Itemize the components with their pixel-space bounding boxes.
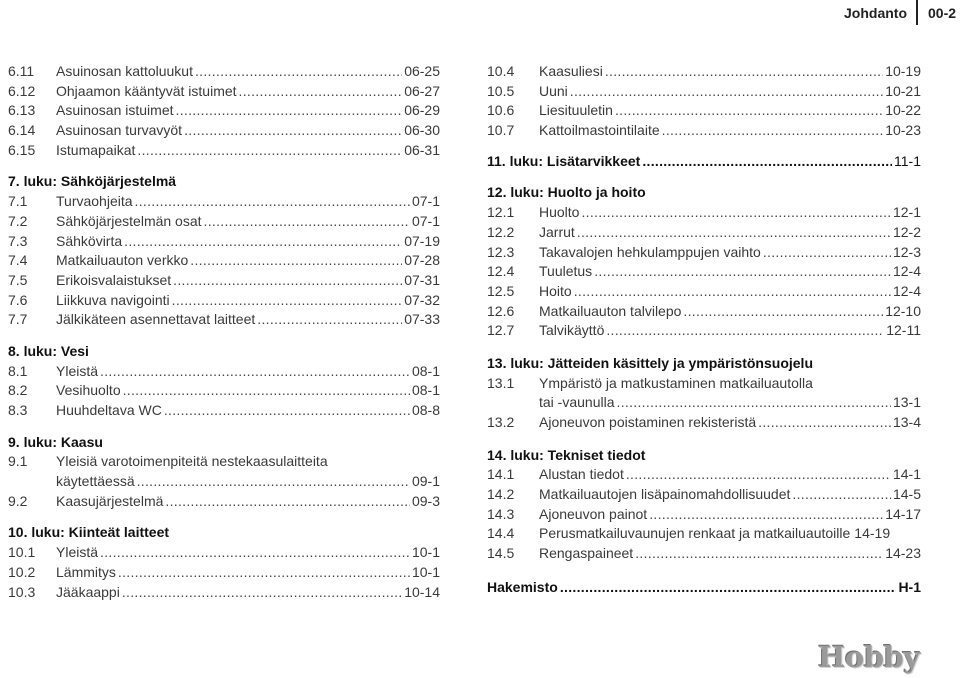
entry-number: 9.2 <box>8 492 28 509</box>
entry-number: 7.7 <box>8 311 28 328</box>
entry-page: 12-4 <box>892 263 921 280</box>
entry-number: 6.13 <box>8 102 36 119</box>
dot-leader <box>204 212 410 232</box>
entry-title: Kattoilmastointilaite <box>539 122 660 139</box>
dot-leader <box>560 578 897 598</box>
toc-entry[interactable] <box>8 82 440 102</box>
index-entry[interactable] <box>487 578 921 598</box>
toc-entry[interactable] <box>8 101 440 121</box>
entry-title: Matkailuauton talvilepo <box>539 302 682 319</box>
toc-entry[interactable] <box>487 82 921 102</box>
entry-number: 10.4 <box>487 63 515 79</box>
entry-page: 10-22 <box>885 102 921 119</box>
dot-leader <box>195 62 402 82</box>
entry-title: 11. luku: Lisätarvikkeet <box>487 152 641 169</box>
dot-leader <box>184 121 402 141</box>
entry-number: 10.3 <box>8 583 36 600</box>
toc-entry[interactable] <box>8 192 440 212</box>
toc-entry[interactable] <box>8 251 440 271</box>
entry-page: 13-4 <box>892 414 921 430</box>
entry-number: 7.2 <box>8 212 28 229</box>
dot-leader <box>122 583 402 603</box>
entry-page: 14-1 <box>892 466 921 483</box>
entry-page: 07-1 <box>411 193 440 210</box>
entry-page: 08-8 <box>411 402 440 418</box>
entry-page: 06-30 <box>404 122 440 139</box>
dot-leader <box>124 232 402 252</box>
toc-entry[interactable] <box>487 544 921 564</box>
entry-number: 6.12 <box>8 82 36 99</box>
hobby-logo: Hobby <box>818 640 920 674</box>
toc-entry[interactable] <box>487 243 921 263</box>
entry-number: 12.6 <box>487 302 515 319</box>
entry-page: 10-1 <box>411 563 440 580</box>
toc-entry[interactable] <box>487 302 921 322</box>
entry-page: 07-1 <box>411 212 440 229</box>
toc-entry[interactable] <box>487 282 921 302</box>
entry-page: 07-32 <box>404 291 440 308</box>
chapter-heading[interactable]: 13. luku: Jätteiden käsittely ja ympäristönsuojelu <box>487 354 813 371</box>
entry-number: 12.7 <box>487 322 515 339</box>
entry-number: 12.3 <box>487 243 515 260</box>
entry-title: Asuinosan istuimet <box>56 102 174 119</box>
entry-title: Huuhdeltava WC <box>56 402 162 418</box>
entry-title: Hakemisto <box>487 578 558 595</box>
entry-title: Turvaohjeita <box>56 193 133 210</box>
entry-title: Ajoneuvon painot <box>539 505 648 522</box>
toc-entry[interactable] <box>8 121 440 141</box>
entry-page: 07-19 <box>404 232 440 249</box>
entry-number: 7.1 <box>8 193 28 210</box>
entry-title: Kaasujärjestelmä <box>56 492 164 509</box>
dot-leader <box>135 192 410 212</box>
dot-leader <box>165 492 410 512</box>
entry-title: Uuni <box>539 82 568 99</box>
dot-leader <box>100 362 410 382</box>
toc-entry[interactable] <box>8 492 440 512</box>
toc-entry[interactable] <box>8 141 440 161</box>
entry-title: Liesituuletin <box>539 102 613 119</box>
toc-entry[interactable] <box>487 121 921 141</box>
dot-leader <box>642 152 892 172</box>
entry-number: 14.5 <box>487 545 515 562</box>
entry-title: Jälkikäteen asennettavat laitteet <box>56 311 256 328</box>
entry-number: 7.3 <box>8 232 28 249</box>
dot-leader <box>123 381 410 401</box>
toc-entry[interactable] <box>487 413 921 433</box>
dot-leader <box>137 472 410 492</box>
entry-page: 10-23 <box>885 122 921 139</box>
entry-page: 09-3 <box>411 492 440 509</box>
dot-leader <box>763 243 891 263</box>
dot-leader <box>172 291 403 311</box>
entry-title: Asuinosan turvavyöt <box>56 122 183 139</box>
chapter-heading[interactable]: 8. luku: Vesi <box>8 342 89 359</box>
toc-entry[interactable] <box>8 381 440 401</box>
entry-number: 10.2 <box>8 563 36 580</box>
entry-number: 7.6 <box>8 291 28 308</box>
entry-title: Ajoneuvon poistaminen rekisteristä <box>539 414 757 430</box>
chapter-heading[interactable]: 14. luku: Tekniset tiedot <box>487 446 646 463</box>
entry-page: 14-19 <box>854 525 891 542</box>
entry-page: 06-25 <box>404 63 440 79</box>
toc-left-column <box>8 62 440 602</box>
entry-title: Lämmitys <box>56 563 116 580</box>
entry-page: 12-11 <box>886 322 921 339</box>
entry-number: 6.14 <box>8 122 36 139</box>
dot-leader <box>100 543 410 563</box>
entry-number: 12.2 <box>487 223 515 240</box>
toc-entry[interactable] <box>8 291 440 311</box>
entry-page: 08-1 <box>411 382 440 399</box>
entry-page: 12-3 <box>892 243 921 260</box>
entry-page: 07-31 <box>404 271 440 288</box>
toc-entry[interactable] <box>487 465 921 485</box>
dot-leader <box>164 401 410 421</box>
entry-title: Vesihuolto <box>56 382 121 399</box>
entry-title: Huolto <box>539 204 580 221</box>
chapter-heading[interactable]: 10. luku: Kiinteät laitteet <box>8 524 170 541</box>
dot-leader <box>176 101 403 121</box>
chapter-heading[interactable]: 12. luku: Huolto ja hoito <box>487 184 646 201</box>
toc-entry[interactable] <box>8 62 440 82</box>
toc-entry[interactable] <box>8 583 440 603</box>
entry-number: 7.4 <box>8 252 28 269</box>
entry-title: Istumapaikat <box>56 141 136 158</box>
entry-page: 14-5 <box>892 486 921 503</box>
dot-leader <box>190 251 402 271</box>
entry-number: 10.6 <box>487 102 515 119</box>
entry-title: Yleistä <box>56 362 99 379</box>
entry-page: 08-1 <box>411 362 440 379</box>
entry-title: Alustan tiedot <box>539 466 624 483</box>
entry-title: Asuinosan kattoluukut <box>56 63 193 79</box>
entry-number: 12.1 <box>487 204 515 221</box>
entry-page: 09-1 <box>411 473 440 490</box>
entry-title: Sähkövirta <box>56 232 123 249</box>
toc-entry[interactable] <box>487 262 921 282</box>
toc-entry[interactable] <box>487 524 921 544</box>
entry-page: 07-33 <box>404 311 440 328</box>
entry-page: 12-10 <box>885 302 921 319</box>
entry-title: Perusmatkailuvaunujen renkaat ja matkailuautoille <box>539 525 851 542</box>
entry-title: Matkailuautojen lisäpainomahdollisuudet <box>539 486 791 503</box>
entry-title: Kaasuliesi <box>539 63 603 79</box>
entry-page: 06-29 <box>404 102 440 119</box>
dot-leader <box>594 262 891 282</box>
chapter-6-continued <box>8 62 440 160</box>
dot-leader <box>635 544 883 564</box>
entry-number: 12.5 <box>487 282 515 299</box>
entry-title: käytettäessä <box>56 473 135 490</box>
toc-entry[interactable] <box>8 563 440 583</box>
toc-entry[interactable] <box>8 362 440 382</box>
entry-title: Sähköjärjestelmän osat <box>56 212 202 229</box>
entry-page: 06-31 <box>404 141 440 158</box>
entry-page: 07-28 <box>404 252 440 269</box>
entry-title: Erikoisvalaistukset <box>56 271 172 288</box>
entry-title: Takavalojen hehkulamppujen vaihto <box>539 243 761 260</box>
chapter-heading[interactable]: 7. luku: Sähköjärjestelmä <box>8 173 177 190</box>
toc-entry[interactable] <box>487 505 921 525</box>
entry-number: 8.3 <box>8 402 28 418</box>
dot-leader <box>118 563 410 583</box>
entry-page: 12-1 <box>892 204 921 221</box>
entry-page: 14-23 <box>885 545 921 562</box>
dot-leader <box>758 413 891 433</box>
toc-entry[interactable] <box>487 393 921 413</box>
toc-entry[interactable] <box>8 310 440 330</box>
toc-right-column <box>487 62 921 598</box>
entry-page: 10-19 <box>885 63 921 79</box>
toc-entry[interactable] <box>8 472 440 492</box>
dot-leader <box>577 223 891 243</box>
entry-title: Rengaspaineet <box>539 545 634 562</box>
entry-page: H-1 <box>898 578 921 595</box>
entry-page: 10-1 <box>411 544 440 561</box>
toc-entry[interactable] <box>487 321 921 341</box>
dot-leader <box>137 141 402 161</box>
section-title: Johdanto <box>844 0 918 25</box>
dot-leader <box>606 321 884 341</box>
entry-title: Talvikäyttö <box>539 322 605 339</box>
entry-title: Ohjaamon kääntyvät istuimet <box>56 82 237 99</box>
entry-page: 10-14 <box>404 583 440 600</box>
entry-number: 8.2 <box>8 382 28 399</box>
dot-leader <box>239 82 403 102</box>
entry-number: 6.11 <box>8 63 35 79</box>
entry-page: 06-27 <box>404 82 440 99</box>
entry-number: 13.2 <box>487 414 515 430</box>
entry-title: Jääkaappi <box>56 583 120 600</box>
toc-entry[interactable] <box>487 223 921 243</box>
toc-entry[interactable] <box>8 232 440 252</box>
entry-number: 10.7 <box>487 122 515 139</box>
toc-entry[interactable] <box>8 401 440 421</box>
entry-number: 14.2 <box>487 486 515 503</box>
entry-title: Yleistä <box>56 544 99 561</box>
entry-page: 10-21 <box>885 82 921 99</box>
toc-entry[interactable] <box>8 543 440 563</box>
entry-number: 10.5 <box>487 82 515 99</box>
toc-entry-line[interactable]: 9.1 Yleisiä varotoimenpiteitä nestekaasulaitteita <box>8 453 328 470</box>
page-number: 00-2 <box>928 5 957 21</box>
dot-leader <box>605 62 883 82</box>
toc-entry[interactable] <box>8 271 440 291</box>
dot-leader <box>649 505 883 525</box>
dot-leader <box>626 465 891 485</box>
dot-leader <box>574 282 891 302</box>
chapter-heading[interactable]: 9. luku: Kaasu <box>8 433 103 450</box>
dot-leader <box>792 485 891 505</box>
toc-entry[interactable] <box>487 62 921 82</box>
entry-title: Jarrut <box>539 223 575 240</box>
entry-page: 12-2 <box>892 223 921 240</box>
dot-leader <box>617 393 891 413</box>
toc-entry[interactable] <box>487 485 921 505</box>
entry-title: Tuuletus <box>539 263 593 280</box>
dot-leader <box>173 271 402 291</box>
dot-leader <box>581 203 891 223</box>
entry-number: 6.15 <box>8 141 36 158</box>
page-header <box>844 0 960 25</box>
entry-title: Hoito <box>539 282 572 299</box>
entry-title: tai -vaunulla <box>539 394 615 411</box>
chapter-heading-with-page[interactable] <box>487 152 921 172</box>
toc-entry[interactable] <box>8 212 440 232</box>
entry-number: 14.3 <box>487 505 515 522</box>
entry-page: 14-17 <box>885 505 921 522</box>
dot-leader <box>662 121 884 141</box>
dot-leader <box>257 310 402 330</box>
entry-number: 8.1 <box>8 362 28 379</box>
entry-title: Liikkuva navigointi <box>56 291 170 308</box>
entry-number: 12.4 <box>487 263 515 280</box>
dot-leader <box>683 302 883 322</box>
dot-leader <box>570 82 883 102</box>
entry-title: Matkailuauton verkko <box>56 252 189 269</box>
dot-leader <box>615 101 883 121</box>
entry-page: 12-4 <box>892 282 921 299</box>
toc-entry[interactable] <box>487 101 921 121</box>
toc-entry[interactable] <box>487 203 921 223</box>
entry-page: 11-1 <box>894 152 921 169</box>
entry-page: 13-1 <box>892 394 921 411</box>
toc-entry-line[interactable]: 13.1 Ympäristö ja matkustaminen matkailuautolla <box>487 374 813 391</box>
entry-number: 14.4 <box>487 525 515 542</box>
entry-number: 7.5 <box>8 271 28 288</box>
entry-number: 10.1 <box>8 544 36 561</box>
entry-number: 14.1 <box>487 466 515 483</box>
